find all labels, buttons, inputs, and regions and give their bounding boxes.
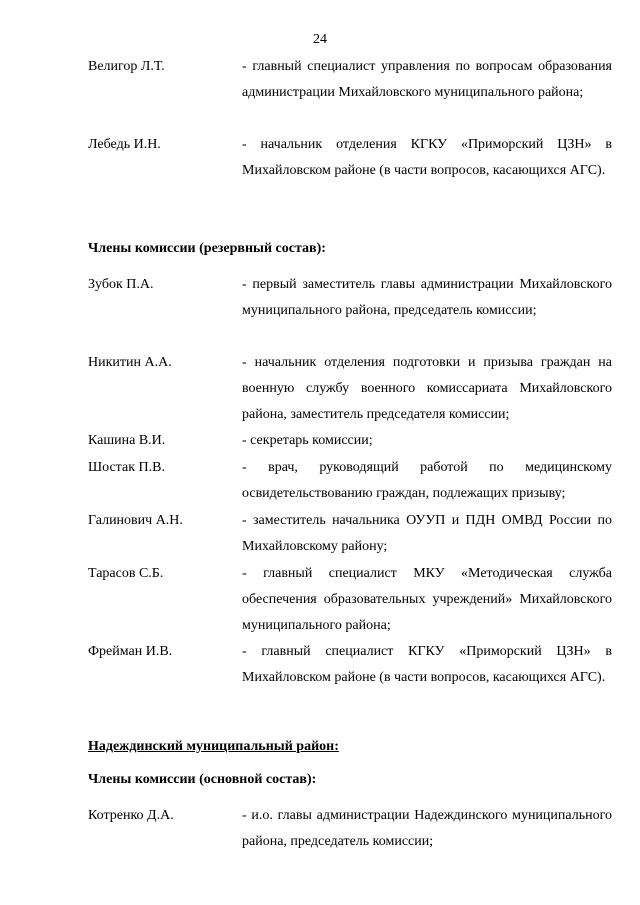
member-description: - и.о. главы администрации Надеждинского муниципального района, председатель комиссии; <box>242 808 612 849</box>
member-description: - начальник отделения подготовки и призыва граждан на военную службу военного комиссариата Михайловского района, заместитель председателя комиссии; <box>242 355 612 422</box>
section-heading-reserve: Члены комиссии (резервный состав): <box>88 241 326 256</box>
section-heading-main: Члены комиссии (основной состав): <box>88 772 317 787</box>
page-number: 24 <box>313 32 327 47</box>
member-name: Зубок П.А. <box>88 277 154 292</box>
member-description: - главный специалист КГКУ «Приморский ЦЗН» в Михайловском районе (в части вопросов, касающихся АГС). <box>242 644 612 685</box>
member-name: Котренко Д.А. <box>88 808 174 823</box>
member-description: - главный специалист МКУ «Методическая служба обеспечения образовательных учреждений» Михайловского муниципального района; <box>242 566 612 633</box>
member-name: Кашина В.И. <box>88 433 166 448</box>
member-name: Галинович А.Н. <box>88 513 183 528</box>
member-name: Шостак П.В. <box>88 460 165 475</box>
member-description: - врач, руководящий работой по медицинскому освидетельствованию граждан, подлежащих призыву; <box>242 460 612 501</box>
member-name: Никитин А.А. <box>88 355 172 370</box>
member-name: Фрейман И.В. <box>88 644 173 659</box>
member-description: - главный специалист управления по вопросам образования администрации Михайловского муниципального района; <box>242 59 612 100</box>
member-description: - секретарь комиссии; <box>242 433 373 448</box>
member-description: - заместитель начальника ОУУП и ПДН ОМВД России по Михайловскому району; <box>242 513 612 554</box>
member-name: Лебедь И.Н. <box>88 137 161 152</box>
member-name: Велигор Л.Т. <box>88 59 165 74</box>
district-heading: Надеждинский муниципальный район: <box>88 739 339 754</box>
member-description: - начальник отделения КГКУ «Приморский ЦЗН» в Михайловском районе (в части вопросов, касающихся АГС). <box>242 137 612 178</box>
member-name: Тарасов С.Б. <box>88 566 164 581</box>
member-description: - первый заместитель главы администрации Михайловского муниципального района, председатель комиссии; <box>242 277 612 318</box>
